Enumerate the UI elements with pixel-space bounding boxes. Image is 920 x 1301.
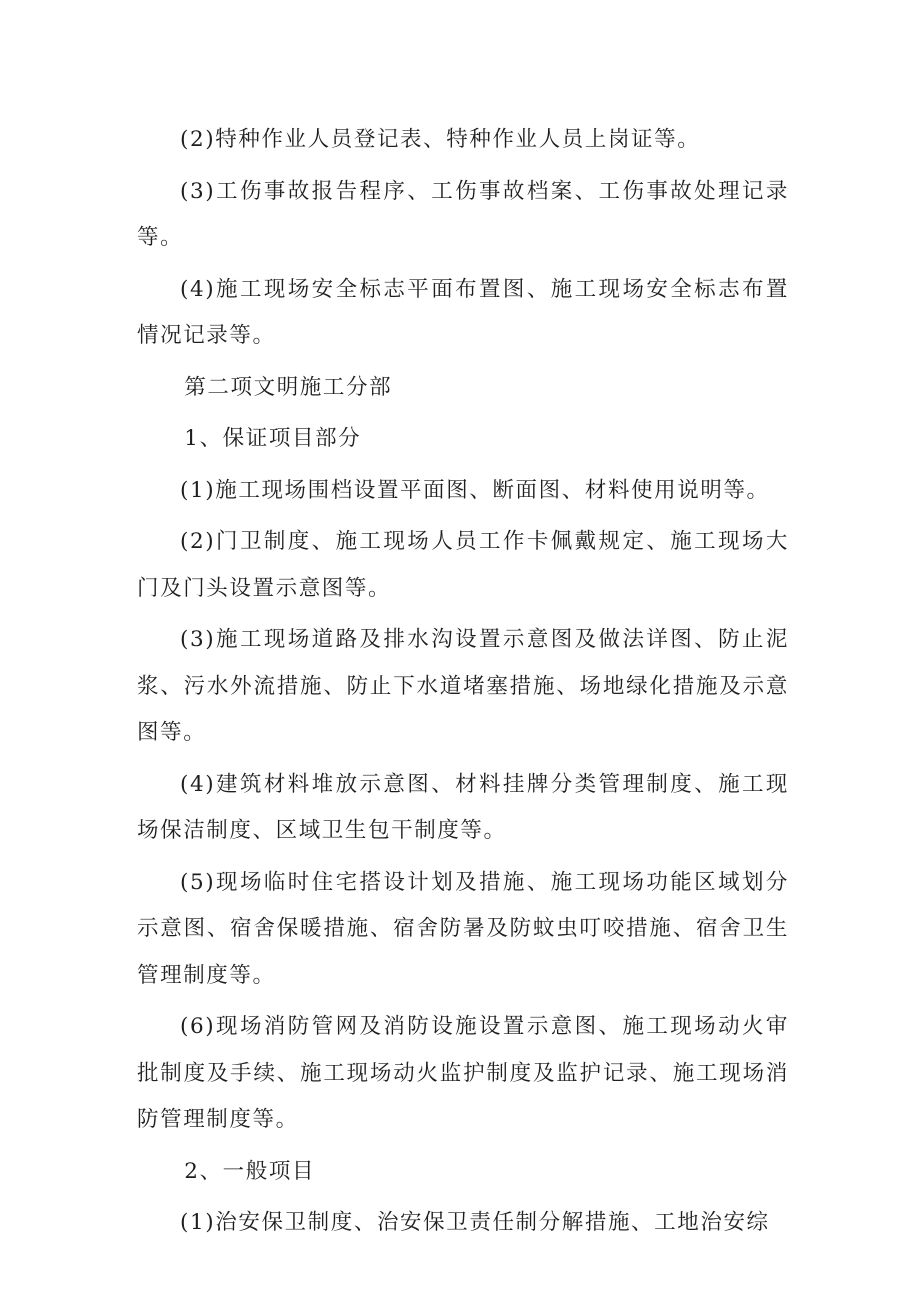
paragraph-roads-drainage: (3)施工现场道路及排水沟设置示意图及做法详图、防止泥浆、污水外流措施、防止下水道堵塞措施、场地绿化措施及示意图等。 [137,627,789,745]
paragraph-gatekeeping: (2)门卫制度、施工现场人员工作卡佩戴规定、施工现场大门及门头设置示意图等。 [137,529,789,601]
section-heading-civilized-construction: 第二项文明施工分部 [184,374,393,400]
paragraph-special-workers: (2)特种作业人员登记表、特种作业人员上岗证等。 [180,127,701,152]
paragraph-fire-protection: (6)现场消防管网及消防设施设置示意图、施工现场动火审批制度及手续、施工现场动火监护制度及监护记录、施工现场消防管理制度等。 [137,1014,789,1132]
paragraph-temporary-housing: (5)现场临时住宅搭设计划及措施、施工现场功能区域划分示意图、宿舍保暖措施、宿舍防暑及防蚊虫叮咬措施、宿舍卫生管理制度等。 [137,869,789,988]
subheading-guarantee-items: 1、保证项目部分 [184,426,362,451]
paragraph-enclosure: (1)施工现场围档设置平面图、断面图、材料使用说明等。 [180,477,770,503]
subheading-general-items: 2、一般项目 [184,1158,316,1184]
paragraph-injury-accidents: (3)工伤事故报告程序、工伤事故档案、工伤事故处理记录等。 [137,178,789,250]
document-body [137,117,789,1252]
paragraph-material-storage: (4)建筑材料堆放示意图、材料挂牌分类管理制度、施工现场保洁制度、区域卫生包干制度等。 [137,771,789,843]
paragraph-safety-signs: (4)施工现场安全标志平面布置图、施工现场安全标志布置情况记录等。 [137,276,789,348]
paragraph-security: (1)治安保卫制度、治安保卫责任制分解措施、工地治安综 [180,1210,770,1235]
